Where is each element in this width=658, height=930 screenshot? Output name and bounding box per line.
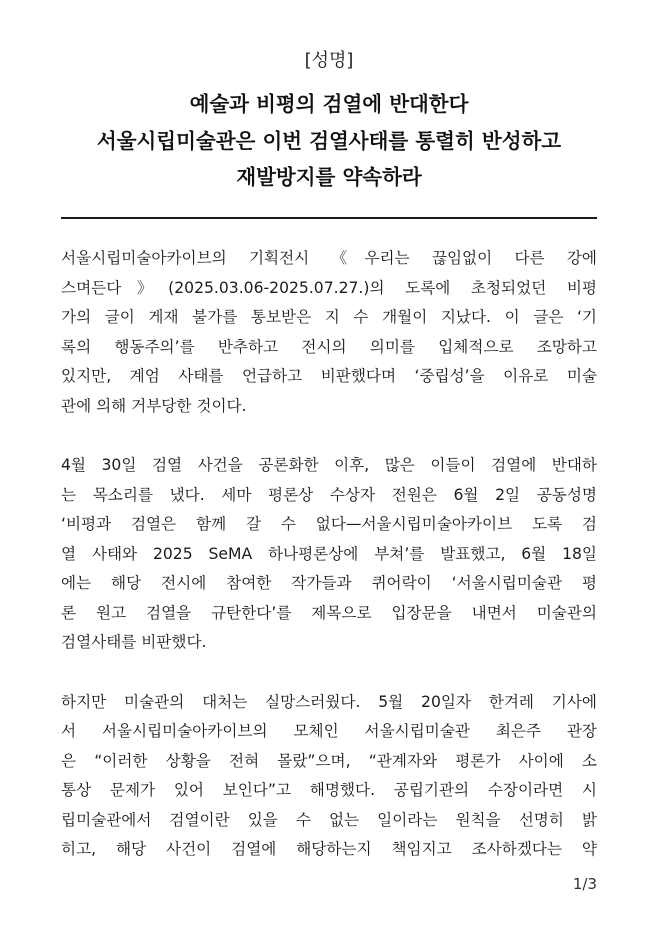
body-line: 히고, 해당 사건이 검열에 해당하는지 책임지고 조사하겠다는 약 (61, 840, 597, 858)
body-line: 에는 해당 전시에 참여한 작가들과 퀴어락이 ‘서울시립미술관 평 (61, 574, 597, 592)
title-line: 재발방지를 약속하라 (236, 165, 422, 189)
paragraph-1 (61, 244, 597, 421)
body-line: 4월 30일 검열 사건을 공론화한 이후, 많은 이들이 검열에 반대하 (61, 456, 597, 474)
body-line: 론 원고 검열을 규탄한다’를 제목으로 입장문을 내면서 미술관의 (61, 603, 597, 622)
body-line: 스며든다》(2025.03.06-2025.07.27.)의 도록에 초청되었던 비평 (61, 278, 597, 297)
title-line: 예술과 비평의 검열에 반대한다 (189, 92, 469, 116)
body-line: 가의 글이 게재 불가를 통보받은 지 수 개월이 지났다. 이 글은 ‘기 (61, 308, 597, 326)
body-line: 서울시립미술아카이브의 기획전시 《우리는 끊임없이 다른 강에 (61, 249, 597, 267)
body-line: 서 서울시립미술아카이브의 모체인 서울시립미술관 최은주 관장 (61, 722, 597, 740)
body-line: 열 사태와 2025 SeMA 하나평론상에 부쳐’를 발표했고, 6월 18일 (61, 544, 597, 563)
body-line: 하지만 미술관의 대처는 실망스러웠다. 5월 20일자 한겨레 기사에 (61, 692, 597, 711)
body-line: 립미술관에서 검열이란 있을 수 없는 일이라는 원칙을 선명히 밝 (61, 810, 597, 829)
statement-label: [성명] (304, 50, 354, 71)
title-divider (61, 217, 597, 219)
paragraph-2 (61, 451, 597, 658)
body-line: ‘비평과 검열은 함께 갈 수 없다—서울시립미술아카이브 도록 검 (61, 515, 597, 533)
body-line: 있지만, 계엄 사태를 언급하고 비판했다며 ‘중립성’을 이유로 미술 (61, 367, 597, 385)
statement-title (0, 86, 658, 196)
body-line: 관에 의해 거부당한 것이다. (61, 396, 247, 415)
page-number: 1/3 (572, 875, 597, 893)
title-line: 서울시립미술관은 이번 검열사태를 통렬히 반성하고 (96, 128, 562, 153)
body-line: 는 목소리를 냈다. 세마 평론상 수상자 전원은 6월 2일 공동성명 (61, 485, 597, 504)
body-line: 통상 문제가 있어 보인다”고 해명했다. 공립기관의 수장이라면 시 (61, 781, 597, 799)
body-line: 록의 행동주의’를 반추하고 전시의 의미를 입체적으로 조망하고 (61, 337, 597, 356)
body-line: 검열사태를 비판했다. (61, 633, 207, 651)
body-line: 은 “이러한 상황을 전혀 몰랐”으며, “관계자와 평론가 사이에 소 (61, 751, 597, 770)
statement-body (61, 244, 597, 895)
paragraph-3 (61, 688, 597, 865)
